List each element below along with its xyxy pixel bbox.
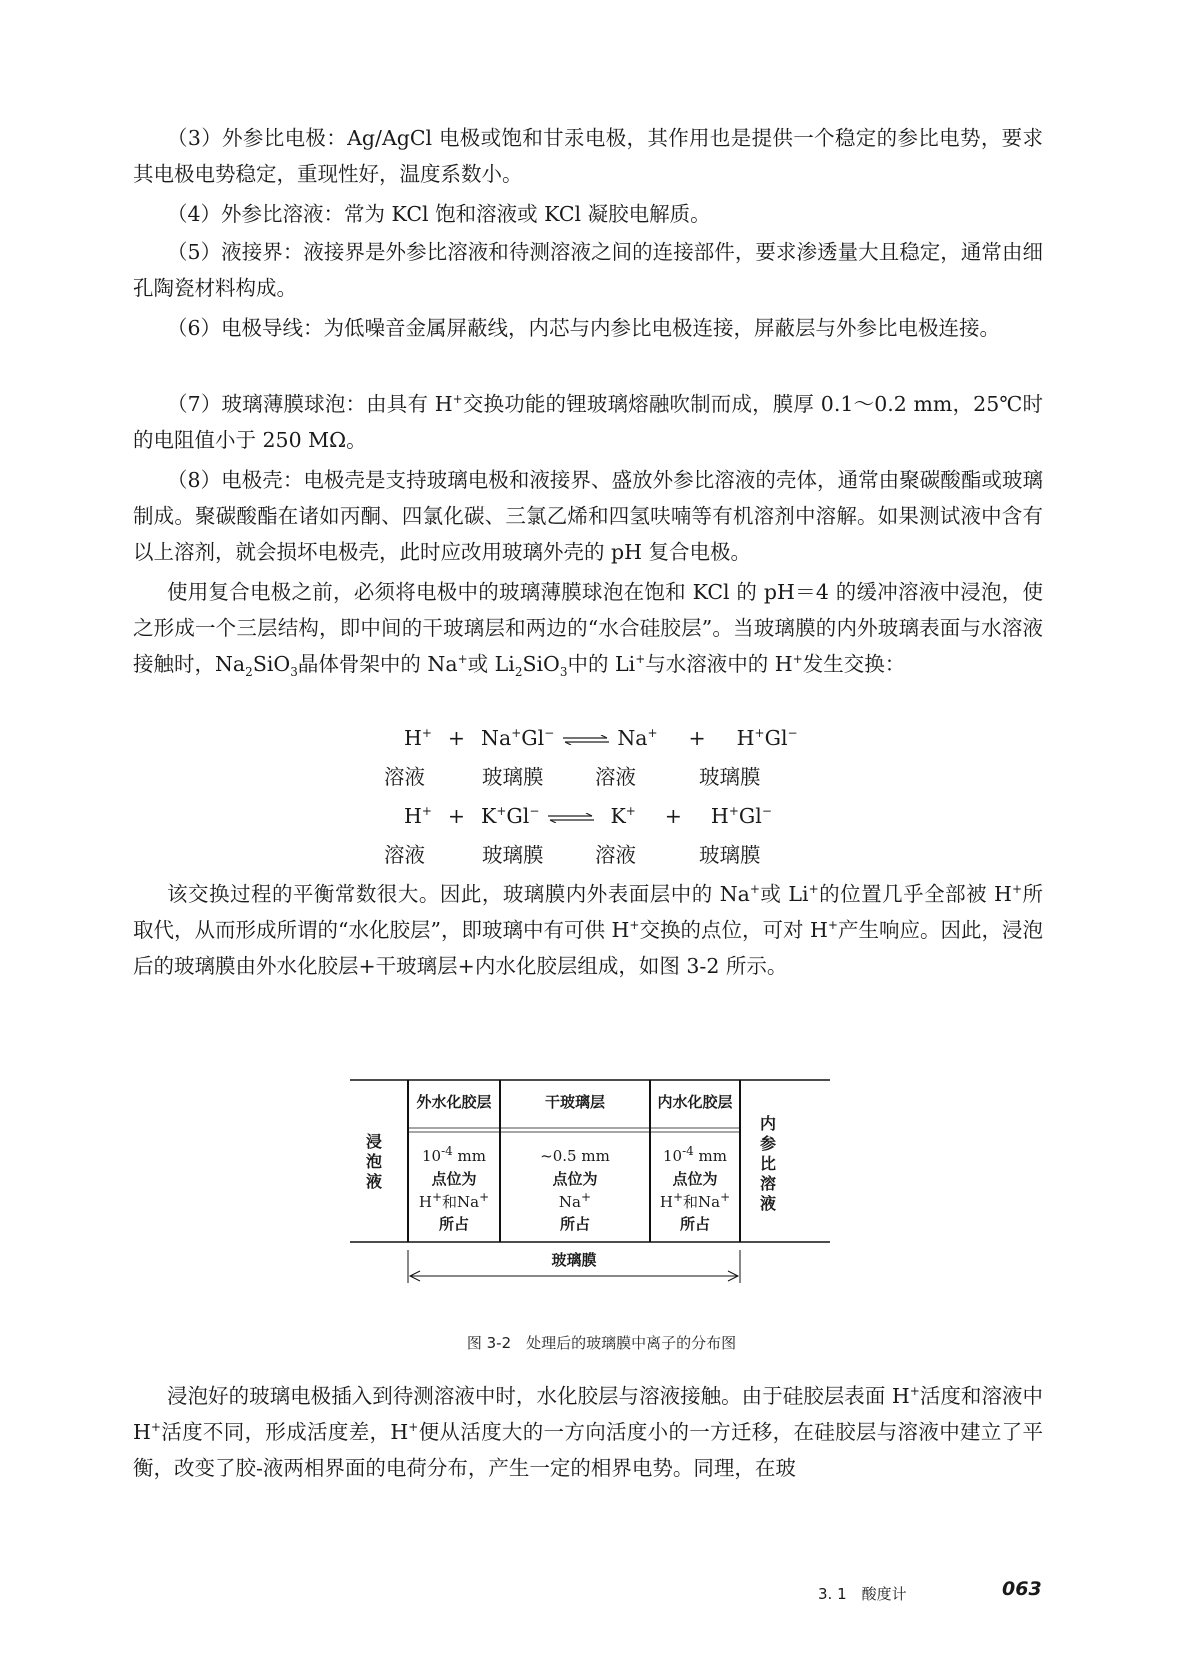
eq-label: 玻璃膜 (482, 765, 544, 789)
equilibrium-arrow-icon (548, 813, 594, 823)
thickness-unit: mm (693, 1147, 727, 1165)
superscript-plus: + (496, 804, 507, 819)
paragraph-text: 与水溶液中的 H (645, 652, 793, 676)
superscript-plus: + (827, 918, 838, 933)
col3-occupied: 所占 (679, 1215, 710, 1233)
superscript-plus: + (647, 726, 658, 741)
eq-plus: + (447, 804, 466, 828)
header-inner-hydrated-layer: 内水化胶层 (657, 1093, 733, 1111)
col3-site-label: 点位为 (672, 1170, 718, 1188)
paragraph-text: 交换的点位，可对 H (639, 918, 828, 942)
eq-label: 玻璃膜 (482, 843, 544, 867)
superscript-plus: + (581, 1190, 592, 1204)
col2-occupied: 所占 (559, 1215, 590, 1233)
paragraph-exchange-constant (133, 876, 1043, 984)
eq-gl: Gl (506, 804, 530, 828)
figure-glass-membrane-layers (350, 1078, 830, 1323)
eq-h: H (404, 726, 422, 750)
thickness-unit: mm (452, 1147, 486, 1165)
superscript-minus: − (529, 804, 540, 819)
superscript-plus: + (479, 1190, 490, 1204)
eq-label: 溶液 (595, 765, 636, 789)
col3-ions (650, 1192, 740, 1213)
eq-na: Na (617, 726, 648, 750)
superscript-plus: + (754, 726, 765, 741)
equation-row-1 (404, 723, 798, 753)
ion-h: H (659, 1193, 673, 1211)
ion-na: Na (558, 1193, 581, 1211)
thickness-exponent: -4 (441, 1144, 453, 1158)
superscript-plus: + (672, 1190, 683, 1204)
eq-label: 玻璃膜 (699, 843, 761, 867)
col1-ions (408, 1192, 500, 1213)
paragraph-text: 便从活度大的一方向活度小的一方迁移，在硅胶层与溶液中建立了平衡，改变了胶-液两相界面的电荷分布，产生一定的相界电势。同理，在玻 (133, 1420, 1043, 1480)
superscript-plus: + (1011, 882, 1022, 897)
paragraph-text: 产生响应。因此，浸泡后的玻璃膜由外水化胶层+干玻璃层+内水化胶层组成，如图 3-2 所示。 (133, 918, 1043, 978)
paragraph-text: 中的 Li (567, 652, 636, 676)
paragraph-text: 或 Li (759, 882, 809, 906)
superscript-plus: + (511, 726, 522, 741)
subscript: 3 (290, 665, 298, 680)
eq-h: H (404, 804, 422, 828)
paragraph-text: 活度和溶液中 H (133, 1384, 1043, 1444)
paragraph-text: （3）外参比电极：Ag/AgCl 电极或饱和甘汞电极，其作用也是提供一个稳定的参比电势，要求其电极电势稳定，重现性好，温度系数小。 (133, 126, 1043, 186)
superscript-plus: + (749, 882, 760, 897)
eq-plus: + (664, 804, 682, 828)
eq-gl: Gl (738, 804, 762, 828)
superscript-plus: + (625, 804, 636, 819)
superscript-plus: + (150, 1420, 161, 1435)
eq-gl: Gl (521, 726, 545, 750)
col3-thickness (650, 1146, 740, 1167)
superscript-plus: + (408, 1420, 419, 1435)
superscript-plus: + (457, 652, 468, 667)
superscript-plus: + (808, 882, 819, 897)
col1-thickness (408, 1146, 500, 1167)
equilibrium-arrow-icon (563, 735, 609, 745)
eq-h: H (736, 726, 755, 750)
eq-h: H (710, 804, 729, 828)
col1-site-label: 点位为 (431, 1170, 477, 1188)
paragraph-glass-bulb (133, 386, 1043, 458)
paragraph-text: 交换功能的锂玻璃熔融吹制而成，膜厚 0.1～0.2 mm，25℃时的电阻值小于 250 MΩ。 (133, 392, 1043, 452)
page-number: 063 (1002, 1578, 1042, 1600)
eq-label: 玻璃膜 (699, 765, 761, 789)
header-dry-glass-layer: 干玻璃层 (544, 1093, 605, 1111)
ion-na: 和Na (683, 1193, 721, 1211)
paragraph-text: 使用复合电极之前，必须将电极中的玻璃薄膜球泡在饱和 KCl 的 pH＝4 的缓冲溶液中浸泡，使之形成一个三层结构，即中间的干玻璃层和两边的“水合硅胶层”。当玻璃膜的内外玻璃表面与水溶液接触时，Na (133, 580, 1043, 676)
thickness-base: 10 (662, 1147, 683, 1165)
superscript-plus: + (635, 652, 646, 667)
paragraph-outer-reference-electrode (133, 120, 1043, 192)
header-outer-hydrated-layer: 外水化胶层 (416, 1093, 492, 1111)
superscript-plus: + (421, 804, 432, 819)
superscript-plus: + (452, 392, 463, 407)
col2-thickness: ~0.5 mm (540, 1147, 610, 1165)
superscript-plus: + (728, 804, 739, 819)
ion-na: 和Na (442, 1193, 480, 1211)
col2-site-label: 点位为 (552, 1170, 598, 1188)
paragraph-text: （6）电极导线：为低噪音金属屏蔽线，内芯与内参比电极连接，屏蔽层与外参比电极连接。 (167, 316, 1001, 340)
paragraph-outer-reference-solution (133, 196, 1043, 232)
equation-row-2 (404, 801, 772, 831)
eq-label: 溶液 (384, 765, 425, 789)
superscript-plus: + (431, 1190, 442, 1204)
figure-caption: 图 3-2 处理后的玻璃膜中离子的分布图 (466, 1334, 737, 1352)
eq-plus: + (688, 726, 706, 750)
eq-label: 溶液 (595, 843, 636, 867)
col1-occupied: 所占 (438, 1215, 469, 1233)
superscript-minus: − (761, 804, 772, 819)
paragraph-text: （4）外参比溶液：常为 KCl 饱和溶液或 KCl 凝胶电解质。 (167, 202, 711, 226)
eq-label: 溶液 (384, 843, 425, 867)
paragraph-text: （8）电极壳：电极壳是支持玻璃电极和液接界、盛放外参比溶液的壳体，通常由聚碳酸酯或玻璃制成。聚碳酸酯在诸如丙酮、四氯化碳、三氯乙烯和四氢呋喃等有机溶剂中溶解。如果测试液中含有以上溶剂，就会损坏电极壳，此时应改用玻璃外壳的 pH 复合电极。 (133, 468, 1043, 564)
paragraph-text: 该交换过程的平衡常数很大。因此，玻璃膜内外表面层中的 Na (167, 882, 750, 906)
eq-k: K (610, 804, 626, 828)
superscript-plus: + (909, 1384, 920, 1399)
subscript: 2 (514, 665, 523, 680)
superscript-plus: + (629, 918, 640, 933)
superscript-plus: + (421, 726, 432, 741)
paragraph-text: 的位置几乎全部被 H (818, 882, 1012, 906)
label-soaking-solution: 浸泡液 (365, 1132, 382, 1191)
subscript: 2 (245, 665, 253, 680)
paragraph-usage (133, 574, 1043, 682)
paragraph-liquid-junction (133, 234, 1043, 306)
eq-plus: + (447, 726, 466, 750)
paragraph-electrode-wire (133, 310, 1043, 346)
paragraph-electrode-shell (133, 462, 1043, 570)
eq-k: K (481, 804, 497, 828)
paragraph-text: SiO (252, 652, 291, 676)
paragraph-text: SiO (522, 652, 560, 676)
subscript: 3 (559, 665, 568, 680)
superscript-minus: − (787, 726, 798, 741)
thickness-base: 10 (421, 1147, 442, 1165)
footer-section-title: 3. 1 酸度计 (818, 1585, 907, 1603)
col2-ions (500, 1192, 650, 1213)
paragraph-text: 晶体骨架中的 Na (297, 652, 458, 676)
superscript-minus: − (544, 726, 555, 741)
paragraph-text: 浸泡好的玻璃电极插入到待测溶液中时，水化胶层与溶液接触。由于硅胶层表面 H (167, 1384, 910, 1408)
label-inner-reference-solution: 内参比溶液 (759, 1114, 776, 1213)
superscript-plus: + (720, 1190, 731, 1204)
paragraph-text: 活度不同，形成活度差，H (160, 1420, 409, 1444)
eq-na: Na (481, 726, 512, 750)
superscript-plus: + (792, 652, 803, 667)
thickness-exponent: -4 (682, 1144, 694, 1158)
paragraph-text: 或 Li (467, 652, 515, 676)
paragraph-text: 所取代，从而形成所谓的“水化胶层”，即玻璃中有可供 H (133, 882, 1043, 942)
paragraph-text: 发生交换： (802, 652, 906, 676)
ion-h: H (418, 1193, 432, 1211)
eq-gl: Gl (764, 726, 788, 750)
paragraph-text: （7）玻璃薄膜球泡：由具有 H (167, 392, 453, 416)
label-glass-membrane: 玻璃膜 (551, 1251, 597, 1269)
paragraph-soaked-electrode (133, 1378, 1043, 1486)
paragraph-text: （5）液接界：液接界是外参比溶液和待测溶液之间的连接部件，要求渗透量大且稳定，通常由细孔陶瓷材料构成。 (133, 240, 1043, 300)
